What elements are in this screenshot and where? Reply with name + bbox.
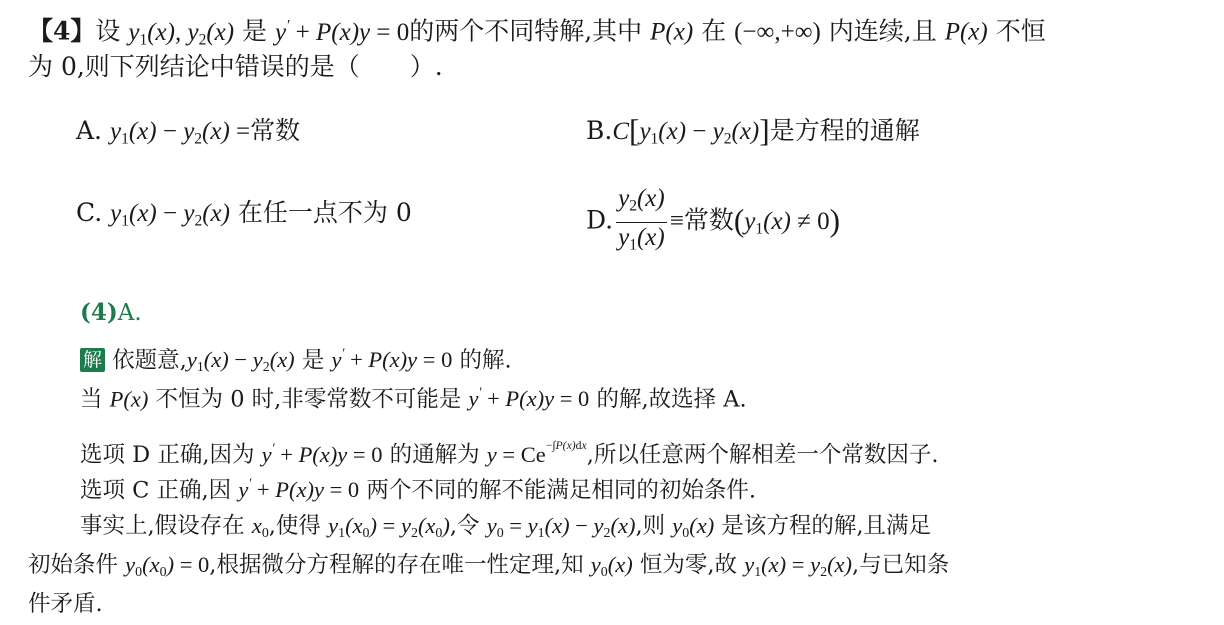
math-expression: y′ + P(x)y = 0: [331, 346, 453, 373]
solution-text: ,所以任意两个解相差一个常数因子.: [586, 441, 939, 468]
solution-text: 初始条件: [28, 552, 119, 578]
solution-text: 事实上,假设存在: [80, 513, 245, 539]
option-text: 常数: [250, 116, 301, 145]
question-text: 内连续,且: [828, 16, 937, 46]
question-text: 在: [701, 16, 727, 46]
solution-text: 选项 D 正确,因为: [80, 441, 255, 468]
solution-line-5: [80, 509, 931, 551]
solution-text: 的通解为: [389, 441, 480, 468]
option-text: 常数: [683, 205, 734, 235]
math-expression: $(y_1(x) \ne 0)$: [733, 202, 841, 238]
solution-line-4: [80, 467, 756, 507]
solution-line-2: [80, 376, 747, 416]
math-expression: P(x): [944, 18, 988, 46]
math-expression: (−∞,+∞): [734, 18, 821, 46]
math-expression: $y = Ce^{-\int P(x)dx}$: [486, 439, 587, 467]
math-expression: $y_1(x) = y_2(x)$: [744, 552, 853, 581]
option-a: [76, 114, 300, 157]
option-text: 是方程的通解: [769, 116, 920, 146]
solution-text: 两个不同的解不能满足相同的初始条件.: [366, 477, 756, 504]
answer-value: A.: [117, 300, 142, 326]
option-text: 在任一点不为 0: [237, 198, 412, 227]
question-number: 【4】: [28, 16, 96, 46]
math-fraction: $\frac{y_2(x)}{y_1(x)}$: [618, 185, 665, 254]
math-expression: $y_1(x) - y_2(x)$ =: [109, 118, 251, 148]
solution-text: 选项 C 正确,因: [80, 477, 232, 504]
math-expression: y′ + P(x)y = 0: [468, 385, 590, 412]
solution-line-7: 件矛盾.: [28, 591, 103, 617]
math-expression: $y_1(x) - y_2(x)$: [186, 347, 295, 376]
option-c: [76, 196, 412, 239]
solution-text: 的解,故选择 A.: [596, 386, 747, 413]
solution-text: 依题意,: [112, 347, 187, 374]
option-label: A.: [76, 116, 103, 145]
solution-text: ,使得: [268, 513, 321, 539]
question-text: 是: [242, 16, 268, 46]
option-label: D.: [586, 205, 614, 235]
math-expression: $y_0(x)$: [672, 513, 715, 542]
math-expression: y′ + P(x)y = 0: [238, 476, 360, 503]
solution-line-6: [28, 548, 949, 590]
solution-text: ,则: [635, 513, 666, 539]
option-label: B.: [586, 116, 613, 146]
math-expression: $y_1(x_0) = y_2(x_0)$: [328, 513, 450, 542]
solution-text: ,与已知条: [852, 552, 950, 578]
solution-text: 的解.: [459, 347, 512, 374]
option-label: C.: [76, 198, 103, 227]
option-b: [586, 114, 920, 157]
solution-text: ,根据微分方程解的存在唯一性定理,知: [209, 552, 584, 578]
solution-text: 是: [301, 347, 325, 374]
solution-badge: 解: [80, 348, 105, 372]
question-text: 的两个不同特解,其中: [409, 16, 643, 46]
solution-text: 不恒为 0 时,非零常数不可能是: [155, 386, 462, 413]
solution-text: 恒为零,故: [639, 552, 738, 578]
solution-text: ,令: [449, 513, 480, 539]
math-expression: $x_0$: [251, 513, 269, 542]
question-text: 不恒: [995, 16, 1046, 46]
math-expression: $y_1(x) - y_2(x)$: [110, 200, 230, 230]
math-expression: P(x): [109, 386, 149, 412]
math-expression: $y_0(x)$: [590, 552, 633, 581]
solution-line-3: [80, 429, 939, 472]
solution-text: 是该方程的解,且满足: [721, 513, 932, 539]
question-text: 设: [95, 16, 121, 46]
math-expression: P(x): [650, 18, 694, 46]
math-expression: $y_0(x_0) = 0$: [125, 552, 210, 581]
answer-number: (4): [80, 299, 118, 326]
answer-line: [80, 296, 142, 330]
math-expression: $y_1(x)$, $y_2(x)$: [128, 18, 235, 49]
math-expression: y′ + P(x)y = 0: [275, 17, 410, 46]
math-expression: $y_0 = y_1(x) - y_2(x)$: [486, 513, 636, 542]
math-expression: y′ + P(x)y = 0: [261, 440, 383, 467]
math-expression: ≡: [669, 207, 684, 235]
solution-text: 当: [80, 386, 103, 413]
option-d: [586, 184, 840, 260]
math-expression: $C[y_1(x) - y_2(x)]$: [612, 113, 770, 148]
question-line-2: 为 0,则下列结论中错误的是（ ）.: [28, 52, 443, 81]
